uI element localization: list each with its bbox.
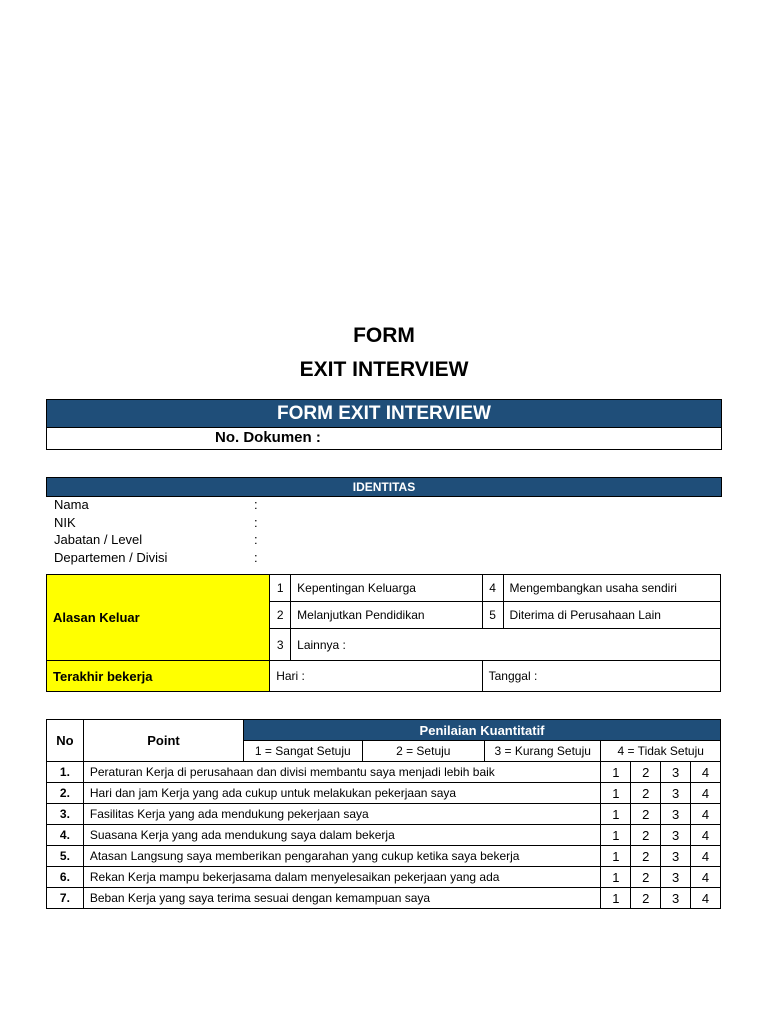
option-number: 3 xyxy=(270,629,291,661)
point-text: Peraturan Kerja di perusahaan dan divisi membantu saya menjadi lebih baik xyxy=(83,762,601,783)
score-option[interactable]: 4 xyxy=(691,888,721,909)
score-option[interactable]: 2 xyxy=(631,804,661,825)
table-row xyxy=(47,783,721,804)
column-no-header: No xyxy=(47,720,84,762)
option-number: 4 xyxy=(482,575,503,602)
score-option[interactable]: 1 xyxy=(601,762,631,783)
field-jabatan-label: Jabatan / Level xyxy=(54,532,143,547)
score-option[interactable]: 4 xyxy=(691,804,721,825)
row-number: 2. xyxy=(47,783,84,804)
table-row xyxy=(47,825,721,846)
option-mengembangkan-usaha[interactable]: Mengembangkan usaha sendiri xyxy=(503,575,720,602)
score-option[interactable]: 4 xyxy=(691,846,721,867)
row-number: 3. xyxy=(47,804,84,825)
field-nik-label: NIK xyxy=(54,515,76,530)
score-option[interactable]: 2 xyxy=(631,762,661,783)
score-option[interactable]: 4 xyxy=(691,825,721,846)
score-option[interactable]: 3 xyxy=(661,783,691,804)
document-number-row[interactable] xyxy=(46,427,722,450)
penilaian-table xyxy=(46,719,721,909)
point-text: Rekan Kerja mampu bekerjasama dalam menyelesaikan pekerjaan yang ada xyxy=(83,867,601,888)
row-number: 7. xyxy=(47,888,84,909)
score-option[interactable]: 3 xyxy=(661,762,691,783)
option-diterima-perusahaan-lain[interactable]: Diterima di Perusahaan Lain xyxy=(503,602,720,629)
scale-kurang-setuju: 3 = Kurang Setuju xyxy=(484,741,601,762)
score-option[interactable]: 3 xyxy=(661,888,691,909)
row-number: 5. xyxy=(47,846,84,867)
alasan-keluar-label: Alasan Keluar xyxy=(47,575,270,661)
point-text: Fasilitas Kerja yang ada mendukung pekerjaan saya xyxy=(83,804,601,825)
point-text: Hari dan jam Kerja yang ada cukup untuk melakukan pekerjaan saya xyxy=(83,783,601,804)
tanggal-field[interactable]: Tanggal : xyxy=(482,661,720,692)
score-option[interactable]: 3 xyxy=(661,804,691,825)
field-departemen-colon: : xyxy=(254,550,258,565)
score-option[interactable]: 3 xyxy=(661,846,691,867)
form-subtitle: EXIT INTERVIEW xyxy=(299,358,469,381)
score-option[interactable]: 3 xyxy=(661,867,691,888)
score-option[interactable]: 2 xyxy=(631,846,661,867)
score-option[interactable]: 4 xyxy=(691,762,721,783)
option-lainnya[interactable]: Lainnya : xyxy=(291,629,721,661)
field-nik-colon: : xyxy=(254,515,258,530)
score-option[interactable]: 1 xyxy=(601,825,631,846)
option-kepentingan-keluarga[interactable]: Kepentingan Keluarga xyxy=(291,575,482,602)
score-option[interactable]: 1 xyxy=(601,804,631,825)
option-number: 5 xyxy=(482,602,503,629)
document-number-label: No. Dokumen : xyxy=(215,429,321,446)
field-nama-colon: : xyxy=(254,497,258,512)
scale-setuju: 2 = Setuju xyxy=(362,741,484,762)
score-option[interactable]: 4 xyxy=(691,783,721,804)
score-option[interactable]: 3 xyxy=(661,825,691,846)
terakhir-bekerja-label: Terakhir bekerja xyxy=(47,661,270,692)
score-option[interactable]: 4 xyxy=(691,867,721,888)
form-title: FORM xyxy=(353,324,415,347)
form-banner: FORM EXIT INTERVIEW xyxy=(46,399,722,428)
table-row xyxy=(47,762,721,783)
column-point-header: Point xyxy=(83,720,243,762)
table-row xyxy=(47,867,721,888)
option-number: 2 xyxy=(270,602,291,629)
table-row xyxy=(47,804,721,825)
score-option[interactable]: 2 xyxy=(631,867,661,888)
scale-tidak-setuju: 4 = Tidak Setuju xyxy=(601,741,721,762)
field-departemen-label: Departemen / Divisi xyxy=(54,550,168,565)
point-text: Atasan Langsung saya memberikan pengarahan yang cukup ketika saya bekerja xyxy=(83,846,601,867)
penilaian-kuantitatif-header: Penilaian Kuantitatif xyxy=(244,720,721,741)
point-text: Beban Kerja yang saya terima sesuai dengan kemampuan saya xyxy=(83,888,601,909)
point-text: Suasana Kerja yang ada mendukung saya dalam bekerja xyxy=(83,825,601,846)
option-number: 1 xyxy=(270,575,291,602)
field-nama-label: Nama xyxy=(54,497,89,512)
score-option[interactable]: 1 xyxy=(601,783,631,804)
row-number: 6. xyxy=(47,867,84,888)
score-option[interactable]: 1 xyxy=(601,846,631,867)
identitas-header: IDENTITAS xyxy=(46,477,722,497)
scale-sangat-setuju: 1 = Sangat Setuju xyxy=(244,741,362,762)
score-option[interactable]: 2 xyxy=(631,783,661,804)
option-melanjutkan-pendidikan[interactable]: Melanjutkan Pendidikan xyxy=(291,602,482,629)
field-jabatan-colon: : xyxy=(254,532,258,547)
score-option[interactable]: 2 xyxy=(631,888,661,909)
table-row xyxy=(47,888,721,909)
hari-field[interactable]: Hari : xyxy=(270,661,482,692)
table-row xyxy=(47,846,721,867)
alasan-table xyxy=(46,574,721,692)
score-option[interactable]: 1 xyxy=(601,867,631,888)
row-number: 1. xyxy=(47,762,84,783)
score-option[interactable]: 2 xyxy=(631,825,661,846)
score-option[interactable]: 1 xyxy=(601,888,631,909)
row-number: 4. xyxy=(47,825,84,846)
